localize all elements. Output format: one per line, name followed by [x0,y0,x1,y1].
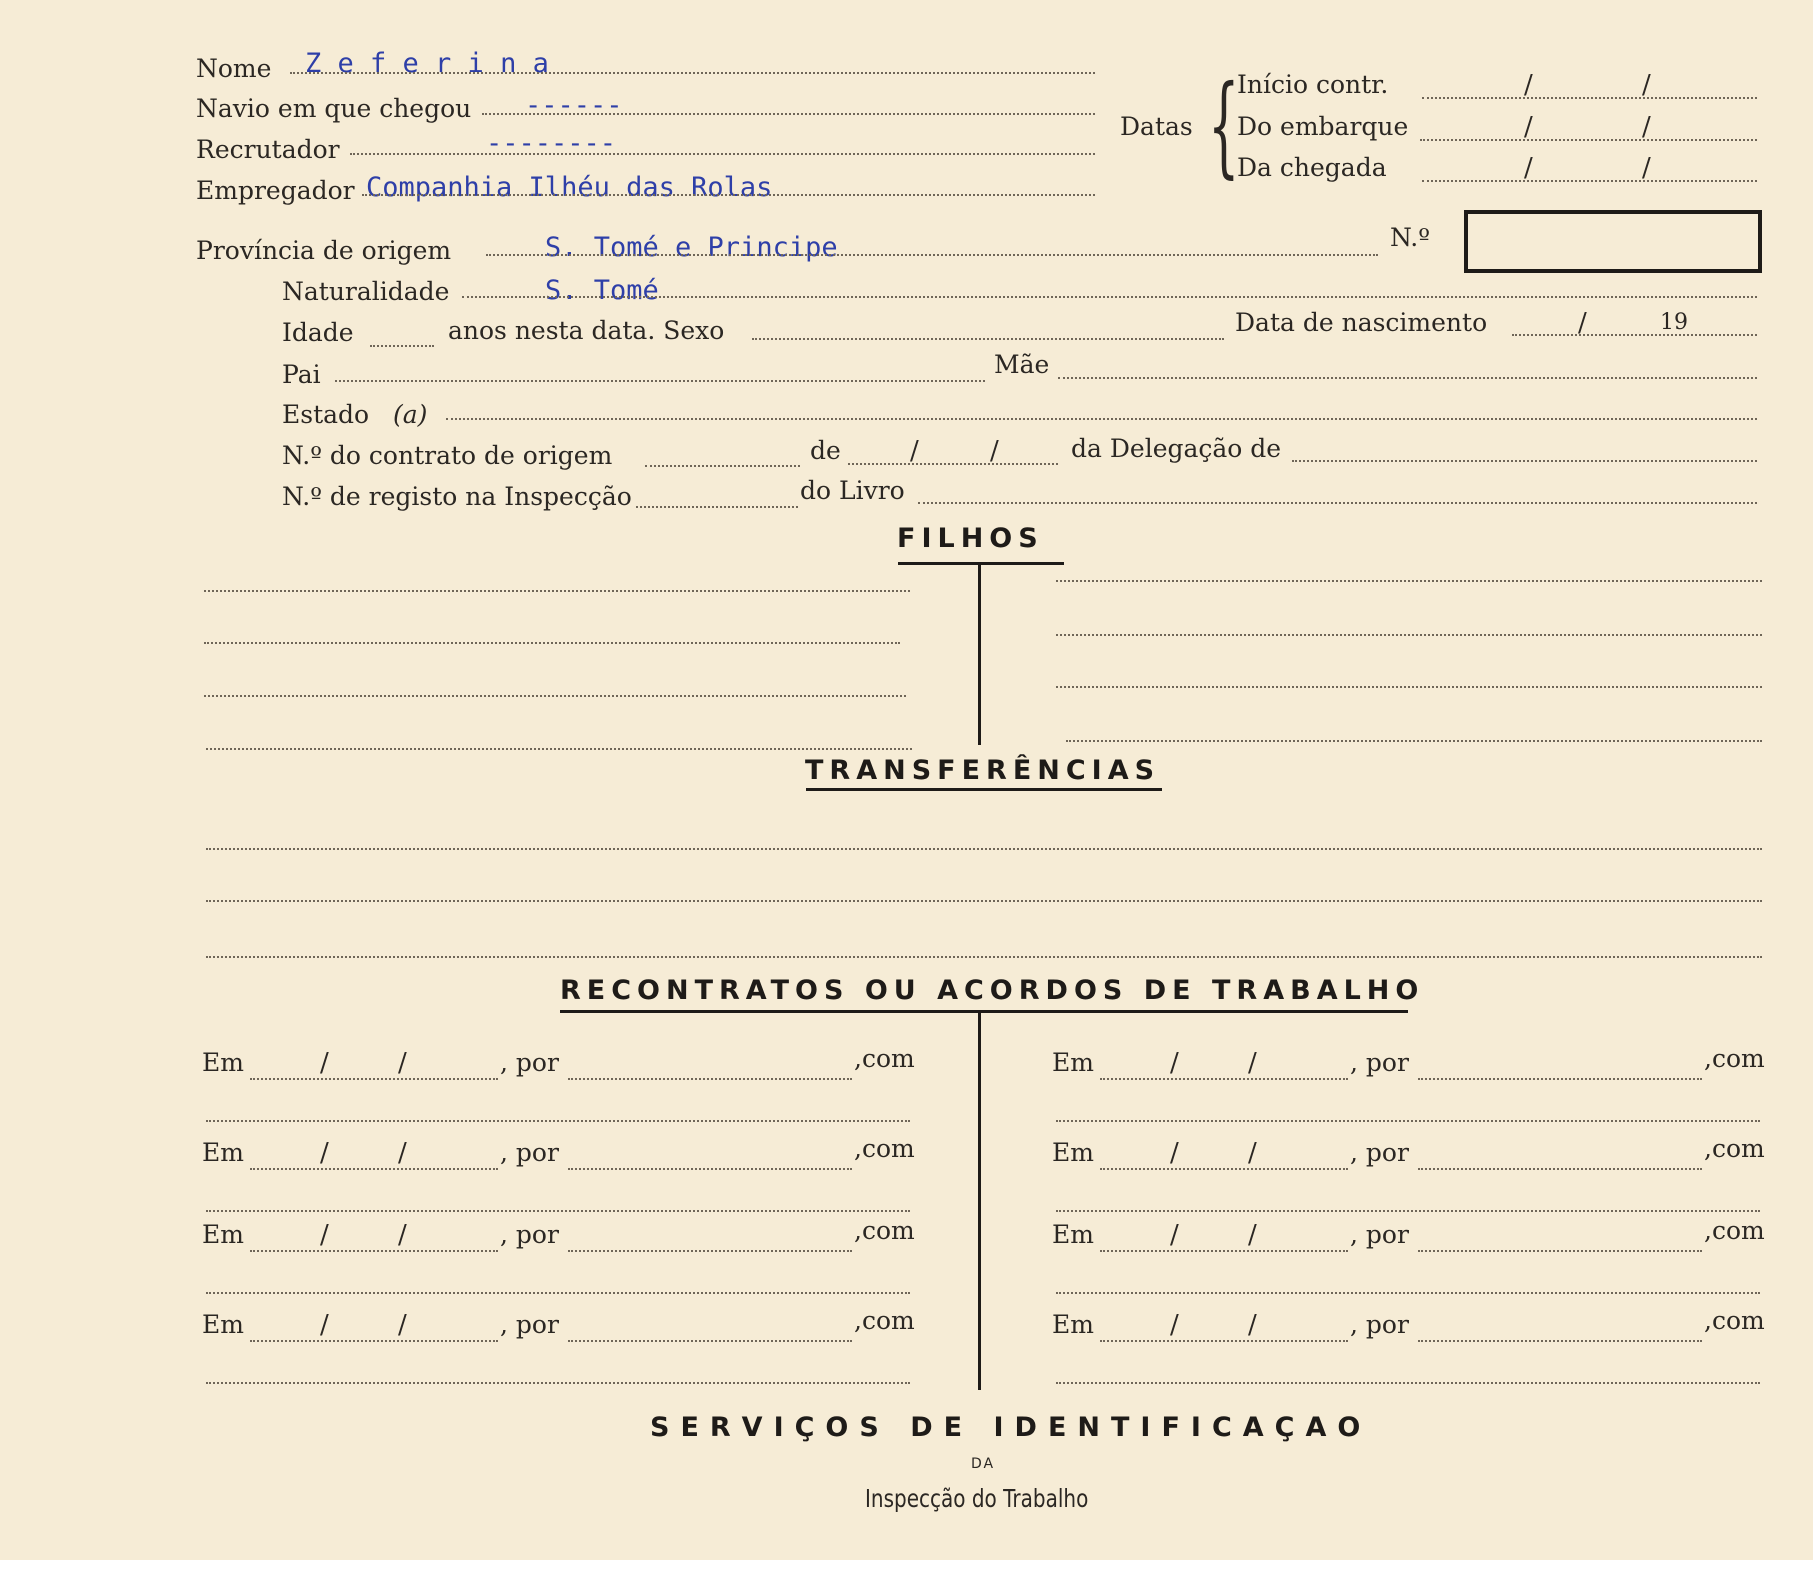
recontrato-right-2-por: , por [1350,1138,1409,1167]
livro-line [918,502,1757,504]
recontrato-right-1-slash-1: / [1170,1048,1179,1078]
label-idade: Idade [282,318,354,347]
label-numero: N.º [1390,223,1430,252]
registo-line [636,506,798,508]
data-nascimento-line [1512,334,1757,336]
recontrato-left-4-por: , por [500,1310,559,1339]
recontrato-left-2-em: Em [202,1138,244,1167]
recontrato-right-3-slash-2: / [1248,1220,1257,1250]
recontrato-left-1-por: , por [500,1048,559,1077]
embarque-slash-1: / [1524,112,1533,142]
label-nome: Nome [196,54,272,83]
footer-da: DA [971,1456,996,1472]
contrato-line [645,465,800,467]
label-embarque: Do embarque [1237,112,1409,141]
nasc-slash: / [1578,308,1587,338]
recontrato-left-4-por-line [568,1340,852,1342]
filhos-left-line-4 [206,748,912,750]
heading-recontratos: RECONTRATOS OU ACORDOS DE TRABALHO [560,975,1425,1006]
label-de: de [810,436,841,465]
pai-line [335,380,985,382]
footer-title: SERVIÇOS DE IDENTIFICAÇAO [650,1412,1372,1443]
label-livro: do Livro [800,476,905,505]
recontrato-right-3-date-line [1100,1250,1348,1252]
contrato-date-line [848,463,1058,465]
recontratos-divider [978,1012,981,1390]
recontrato-right-4-por-line [1418,1340,1702,1342]
recontrato-right-1-com: ,com [1704,1044,1765,1073]
recrutador-line [350,153,1095,155]
idade-line [370,345,434,347]
recontrato-right-2-line [1056,1210,1760,1212]
chegada-line [1422,180,1757,182]
label-inicio: Início contr. [1237,70,1389,99]
recontrato-right-4-com: ,com [1704,1306,1765,1335]
recontrato-left-1-line [206,1120,910,1122]
recontrato-right-1-por: , por [1350,1048,1409,1077]
label-navio: Navio em que chegou [196,94,472,123]
empregador-line [362,194,1095,196]
label-registo: N.º de registo na Inspecção [282,482,632,511]
heading-filhos: FILHOS [897,523,1044,554]
label-pai: Pai [282,360,321,389]
value-empregador: Companhia Ilhéu das Rolas [366,172,773,203]
transferencias-line-2 [206,900,1762,902]
label-data-nascimento: Data de nascimento [1235,308,1488,337]
filhos-left-line-3 [204,695,906,697]
recontrato-right-4-em: Em [1052,1310,1094,1339]
recontrato-right-1-date-line [1100,1078,1348,1080]
recontrato-right-2-slash-2: / [1248,1138,1257,1168]
recontrato-right-2-date-line [1100,1168,1348,1170]
embarque-line [1420,139,1757,141]
inicio-line [1422,97,1757,99]
transferencias-line-1 [206,848,1762,850]
transferencias-line-3 [206,956,1762,958]
recontrato-right-4-slash-2: / [1248,1310,1257,1340]
recontrato-left-4-date-line [250,1340,498,1342]
label-contrato: N.º do contrato de origem [282,441,613,470]
recontrato-left-2-slash-1: / [320,1138,329,1168]
recontrato-right-3-com: ,com [1704,1216,1765,1245]
filhos-right-line-4 [1066,740,1762,742]
label-estado: Estado [282,400,370,429]
filhos-right-line-1 [1056,580,1762,582]
recontrato-right-2-em: Em [1052,1138,1094,1167]
recontrato-left-1-em: Em [202,1048,244,1077]
label-empregador: Empregador [196,176,355,205]
estado-line [446,418,1757,420]
value-recrutador: -------- [486,128,617,159]
recontrato-right-1-line [1056,1120,1760,1122]
recontrato-right-1-slash-2: / [1248,1048,1257,1078]
footer-subtitle: Inspecção do Trabalho [865,1484,1089,1513]
recontrato-left-3-slash-1: / [320,1220,329,1250]
recontrato-right-4-por: , por [1350,1310,1409,1339]
filhos-underline [898,562,1064,565]
recontratos-underline [560,1010,1408,1013]
recontrato-left-4-em: Em [202,1310,244,1339]
recontrato-right-4-line [1056,1382,1760,1384]
chegada-slash-1: / [1524,153,1533,183]
recontrato-left-1-slash-2: / [398,1048,407,1078]
filhos-right-line-2 [1056,634,1762,636]
recontrato-left-3-line [206,1292,910,1294]
naturalidade-line [462,296,1757,298]
chegada-slash-2: / [1642,153,1651,183]
recontrato-right-2-slash-1: / [1170,1138,1179,1168]
recontrato-right-3-slash-1: / [1170,1220,1179,1250]
recontrato-right-3-line [1056,1292,1760,1294]
navio-line [482,113,1095,115]
recontrato-right-1-por-line [1418,1078,1702,1080]
transferencias-underline [806,788,1162,791]
recontrato-left-1-slash-1: / [320,1048,329,1078]
recontrato-left-2-por: , por [500,1138,559,1167]
recontrato-left-2-com: ,com [854,1134,915,1163]
recontrato-left-2-por-line [568,1168,852,1170]
recontrato-right-3-por-line [1418,1250,1702,1252]
recontrato-left-3-slash-2: / [398,1220,407,1250]
recontrato-right-2-com: ,com [1704,1134,1765,1163]
label-mae: Mãe [994,350,1050,379]
brace-icon: { [1208,61,1240,189]
nome-line [290,72,1095,74]
recontrato-left-1-com: ,com [854,1044,915,1073]
embarque-slash-2: / [1642,112,1651,142]
provincia-line [486,254,1378,256]
recontrato-left-2-date-line [250,1168,498,1170]
label-anos-sexo: anos nesta data. Sexo [448,316,725,345]
filhos-divider [978,565,981,745]
recontrato-right-3-por: , por [1350,1220,1409,1249]
label-naturalidade: Naturalidade [282,277,450,306]
value-provincia: S. Tomé e Principe [545,232,838,263]
value-nome: Z e f e r i n a [305,48,549,79]
label-chegada: Da chegada [1237,153,1387,182]
label-ano-prefix: 19 [1660,310,1688,335]
filhos-left-line-1 [204,590,910,592]
delegacao-line [1292,460,1757,462]
recontrato-left-1-por-line [568,1078,852,1080]
value-naturalidade: S. Tomé [545,275,659,306]
label-delegacao: da Delegação de [1071,434,1282,463]
recontrato-left-2-line [206,1210,910,1212]
label-estado-note: (a) [393,400,428,429]
recontrato-left-3-em: Em [202,1220,244,1249]
label-recrutador: Recrutador [196,135,340,164]
recontrato-right-3-em: Em [1052,1220,1094,1249]
contrato-slash-2: / [990,436,999,466]
recontrato-left-3-date-line [250,1250,498,1252]
recontrato-left-4-slash-2: / [398,1310,407,1340]
recontrato-left-4-slash-1: / [320,1310,329,1340]
recontrato-left-4-line [206,1382,910,1384]
recontrato-right-1-em: Em [1052,1048,1094,1077]
sexo-line [752,338,1224,340]
label-datas: Datas [1120,112,1193,141]
recontrato-left-2-slash-2: / [398,1138,407,1168]
recontrato-left-3-por-line [568,1250,852,1252]
recontrato-left-1-date-line [250,1078,498,1080]
numero-box [1464,210,1762,273]
label-provincia: Província de origem [196,236,452,265]
recontrato-right-4-date-line [1100,1340,1348,1342]
contrato-slash-1: / [910,436,919,466]
inicio-slash-1: / [1524,70,1533,100]
recontrato-left-3-com: ,com [854,1216,915,1245]
recontrato-left-3-por: , por [500,1220,559,1249]
recontrato-right-2-por-line [1418,1168,1702,1170]
value-navio: ------ [525,90,623,121]
inicio-slash-2: / [1642,70,1651,100]
heading-transferencias: TRANSFERÊNCIAS [805,755,1161,786]
filhos-right-line-3 [1056,686,1762,688]
filhos-left-line-2 [204,642,900,644]
mae-line [1058,377,1757,379]
recontrato-right-4-slash-1: / [1170,1310,1179,1340]
recontrato-left-4-com: ,com [854,1306,915,1335]
